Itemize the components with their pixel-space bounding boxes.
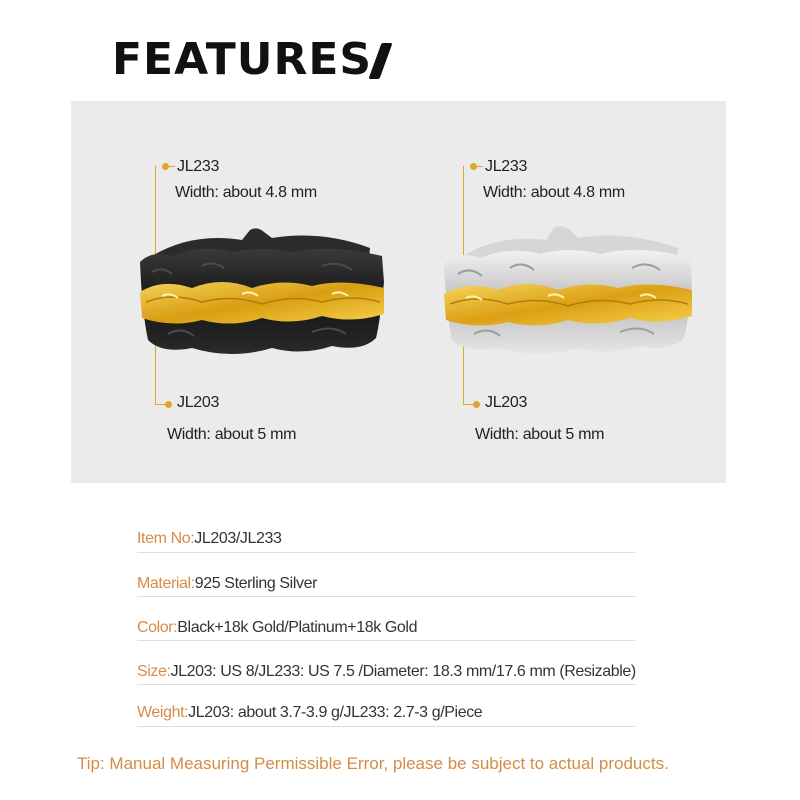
spec-item-no <box>137 530 635 548</box>
spec-value: 925 Sterling Silver <box>194 575 318 592</box>
spec-size <box>137 663 697 681</box>
silver-ring-bottom-width: Width: about 5 mm <box>475 426 605 443</box>
silver-ring-bottom-code: JL203 <box>485 394 528 411</box>
spec-weight <box>137 704 635 722</box>
callout-line <box>165 166 175 167</box>
callout-line <box>463 404 473 405</box>
black-ring-bottom-code: JL203 <box>177 394 220 411</box>
callout-dot <box>473 401 480 408</box>
spec-label: Color: <box>137 619 178 636</box>
divider <box>137 726 635 727</box>
spec-value: JL203/JL233 <box>194 530 282 547</box>
silver-ring-image <box>436 222 700 382</box>
spec-label: Material: <box>137 575 195 592</box>
black-ring-top-width: Width: about 4.8 mm <box>175 184 317 201</box>
divider <box>137 552 635 553</box>
divider <box>137 640 635 641</box>
black-ring-image <box>132 222 392 382</box>
spec-label: Item No: <box>137 530 195 547</box>
divider <box>137 684 635 685</box>
silver-ring-top-code: JL233 <box>485 158 528 175</box>
silver-ring-top-width: Width: about 4.8 mm <box>483 184 625 201</box>
black-ring-top-code: JL233 <box>177 158 220 175</box>
black-ring-bottom-width: Width: about 5 mm <box>167 426 297 443</box>
spec-label: Weight: <box>137 704 189 721</box>
spec-material <box>137 575 635 593</box>
callout-line <box>473 166 483 167</box>
spec-color <box>137 619 635 637</box>
tip-note: Tip: Manual Measuring Permissible Error, please be subject to actual products. <box>77 754 669 773</box>
spec-value: Black+18k Gold/Platinum+18k Gold <box>177 619 418 636</box>
page-title: FEATURES <box>112 34 373 85</box>
spec-value: JL203: about 3.7-3.9 g/JL233: 2.7-3 g/Piece <box>188 704 483 721</box>
callout-line <box>155 404 165 405</box>
spec-value: JL203: US 8/JL233: US 7.5 /Diameter: 18.3 mm/17.6 mm (Resizable) <box>170 663 636 680</box>
callout-dot <box>165 401 172 408</box>
spec-label: Size: <box>137 663 171 680</box>
divider <box>137 596 635 597</box>
